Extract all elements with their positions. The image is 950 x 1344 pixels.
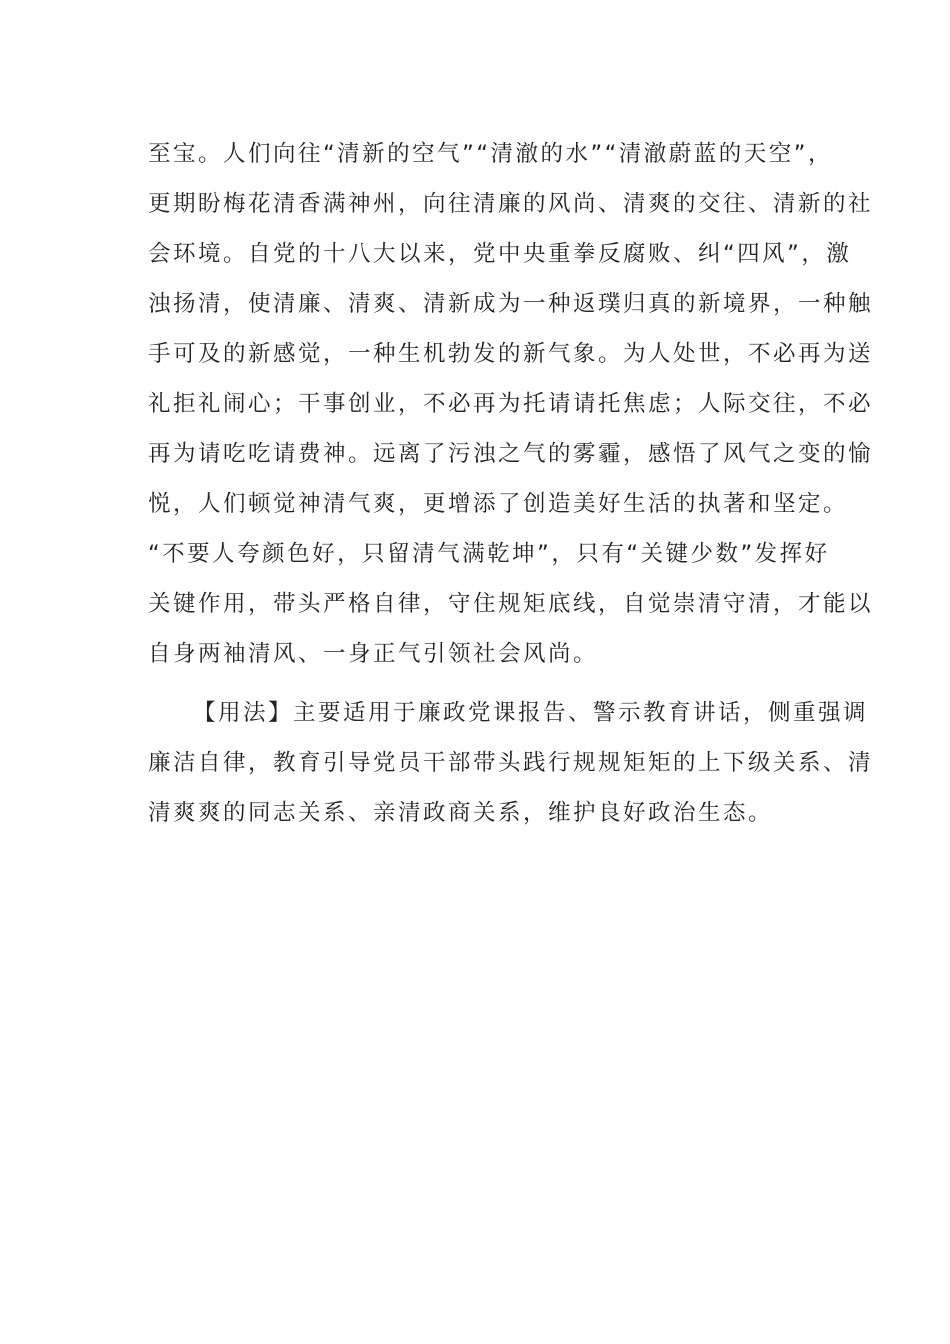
text-line: 更期盼梅花清香满神州，向往清廉的风尚、清爽的交往、清新的社 [148, 191, 874, 217]
body-paragraph [148, 129, 874, 679]
text-line: 关键作用，带头严格自律，守住规矩底线，自觉崇清守清，才能以 [148, 591, 874, 617]
text-line: 再为请吃吃请费神。远离了污浊之气的雾霾，感悟了风气之变的愉 [148, 441, 874, 467]
text-line: 礼拒礼闹心；干事创业，不必再为托请请托焦虑；人际交往，不必 [148, 391, 874, 417]
text-line: 悦，人们顿觉神清气爽，更增添了创造美好生活的执著和坚定。 [148, 491, 849, 517]
text-line: 廉洁自律，教育引导党员干部带头践行规规矩矩的上下级关系、清 [148, 750, 874, 776]
usage-paragraph [148, 688, 874, 838]
text-line: “不要人夸颜色好，只留清气满乾坤”，只有“关键少数”发挥好 [148, 541, 830, 567]
text-line: 浊扬清，使清廉、清爽、清新成为一种返璞归真的新境界，一种触 [148, 291, 874, 317]
text-line: 会环境。自党的十八大以来，党中央重拳反腐败、纠“四风”，激 [148, 241, 852, 267]
text-line: 至宝。人们向往“清新的空气”“清澈的水”“清澈蔚蓝的天空”， [148, 141, 833, 167]
text-line: 清爽爽的同志关系、亲清政商关系，维护良好政治生态。 [148, 800, 774, 826]
text-line: 手可及的新感觉，一种生机勃发的新气象。为人处世，不必再为送 [148, 341, 874, 367]
text-line: 【用法】主要适用于廉政党课报告、警示教育讲话，侧重强调 [193, 700, 869, 726]
text-line: 自身两袖清风、一身正气引领社会风尚。 [148, 641, 599, 667]
